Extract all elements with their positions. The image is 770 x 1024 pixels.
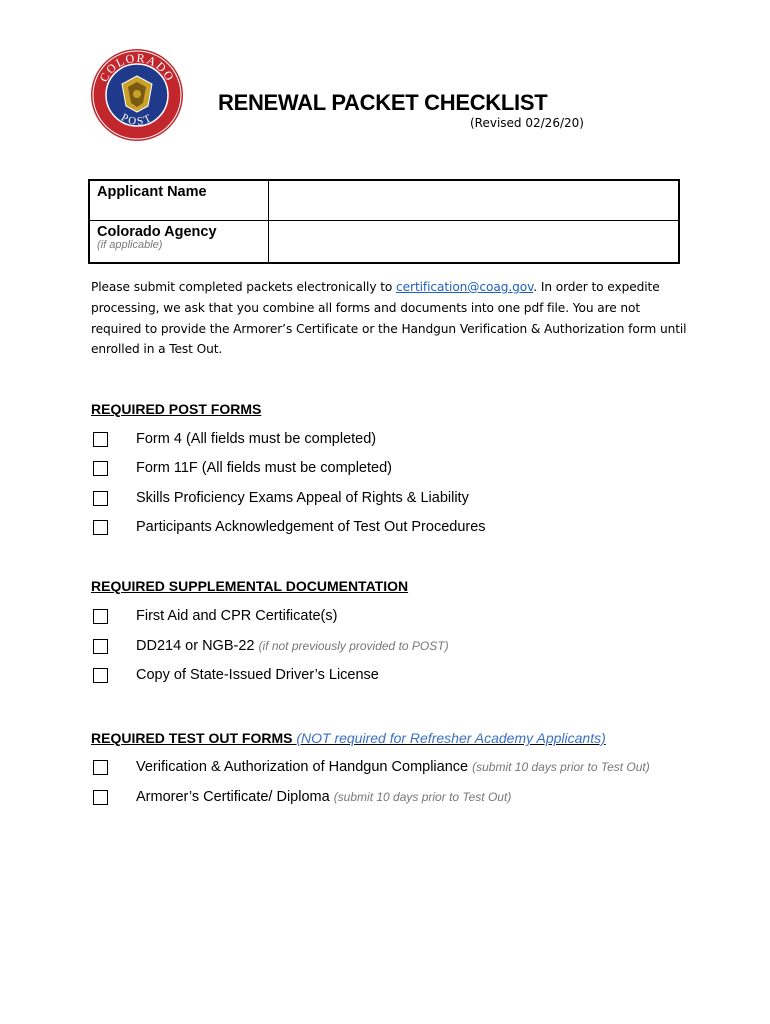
checkbox[interactable] <box>93 461 108 476</box>
checklist-label: DD214 or NGB-22 (if not previously provided to POST) <box>136 638 449 654</box>
checklist-label: Skills Proficiency Exams Appeal of Rights & Liability <box>136 490 469 506</box>
colorado-post-logo <box>90 48 184 142</box>
colorado-post-seal-icon <box>90 48 184 142</box>
agency-label-cell <box>89 221 269 264</box>
revised-date: (Revised 02/26/20) <box>470 116 584 130</box>
checkbox[interactable] <box>93 432 108 447</box>
section-heading-test-out: REQUIRED TEST OUT FORMS (NOT required for Refresher Academy Applicants) <box>91 730 606 746</box>
checklist-label: Armorer’s Certificate/ Diploma (submit 10 days prior to Test Out) <box>136 789 512 805</box>
checklist-label: Verification & Authorization of Handgun Compliance (submit 10 days prior to Test Out) <box>136 759 650 775</box>
intro-text-start: Please submit completed packets electronically to <box>91 280 397 294</box>
page-title: RENEWAL PACKET CHECKLIST <box>218 90 548 115</box>
checklist-label: Form 11F (All fields must be completed) <box>136 460 392 476</box>
agency-sublabel: (if applicable) <box>97 239 163 251</box>
intro-text-end: . In order to expedite processing, we ask that you combine all forms and documents into one pdf file. You are not required to provide the Armorer’s Certificate or the Handgun Verification & Authorization form until enrolled in a Test Out. <box>91 280 687 357</box>
test-out-heading-note: (NOT required for Refresher Academy Applicants) <box>292 730 606 746</box>
intro-paragraph <box>91 277 691 360</box>
checklist-label: Form 4 (All fields must be completed) <box>136 431 377 447</box>
section-heading-post-forms: REQUIRED POST FORMS <box>91 401 262 417</box>
section-heading-supplemental: REQUIRED SUPPLEMENTAL DOCUMENTATION <box>91 578 409 594</box>
checkbox[interactable] <box>93 760 108 775</box>
applicant-info-table <box>88 179 680 264</box>
checkbox[interactable] <box>93 790 108 805</box>
checkbox[interactable] <box>93 491 108 506</box>
logo-bottom-text: POST <box>119 111 155 128</box>
checkbox[interactable] <box>93 609 108 624</box>
applicant-name-label: Applicant Name <box>97 184 207 200</box>
checkbox[interactable] <box>93 520 108 535</box>
checkbox[interactable] <box>93 668 108 683</box>
agency-field[interactable] <box>269 221 680 264</box>
applicant-name-field[interactable] <box>269 180 680 221</box>
checklist-label: Participants Acknowledgement of Test Out Procedures <box>136 519 486 535</box>
email-link[interactable]: certification@coag.gov <box>396 280 534 294</box>
checkbox[interactable] <box>93 639 108 654</box>
agency-label: Colorado Agency <box>97 224 217 240</box>
checklist-label: Copy of State-Issued Driver’s License <box>136 667 379 683</box>
logo-top-text: COLORADO <box>96 50 178 85</box>
checklist-label: First Aid and CPR Certificate(s) <box>136 608 338 624</box>
applicant-name-label-cell <box>89 180 269 221</box>
